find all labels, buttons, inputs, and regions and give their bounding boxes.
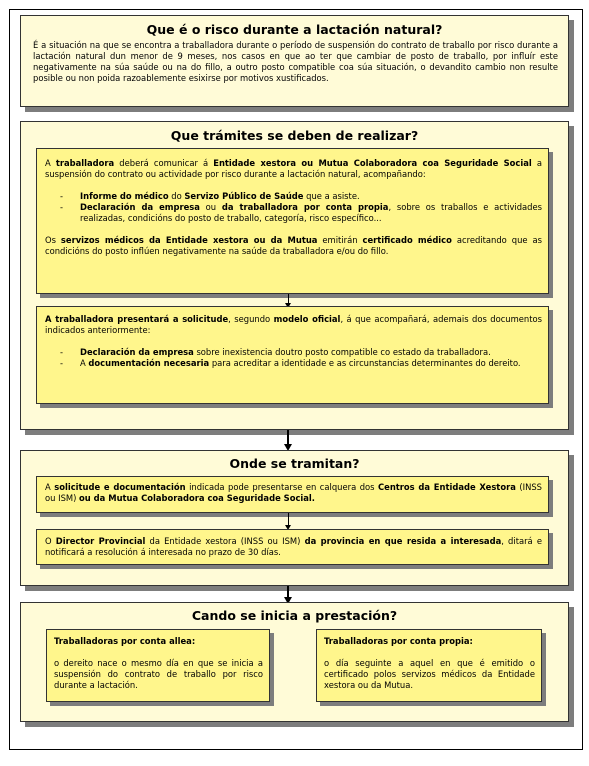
box-heading: Traballadoras por conta propia: bbox=[324, 636, 473, 646]
section-title: Onde se tramitan? bbox=[229, 456, 360, 471]
flow-arrow bbox=[288, 294, 289, 303]
when-box-self-employed bbox=[316, 629, 542, 702]
flow-arrow bbox=[288, 513, 289, 525]
flow-arrow bbox=[287, 430, 289, 444]
box-body: o día seguinte a aquel en que é emitido o certificado polos servizos médicos da Entidade xestora ou da Mutua. bbox=[324, 658, 535, 690]
section-what-is bbox=[20, 15, 569, 107]
procedure-box-application: A traballadora presentará a solicitude, segundo modelo oficial, á que acompañará, ademais dos documentos indicados anteriormente: - Declaración da empresa sobre inexistencia doutro posto compatible co estado da traballadora. - A documentación necesaria para acreditar a identidade e as circunstancias determinantes do dereito. bbox=[36, 306, 549, 404]
section-title: Que é o risco durante a lactación natural? bbox=[146, 22, 443, 37]
section-title: Cando se inicia a prestación? bbox=[191, 608, 398, 623]
where-box-centres: A solicitude e documentación indicada pode presentarse en calquera dos Centros da Entidade Xestora (INSS ou ISM) ou da Mutua Colaboradora coa Seguridade Social. bbox=[36, 476, 549, 513]
where-box-director: O Director Provincial da Entidade xestora (INSS ou ISM) da provincia en que resida a interesada, ditará e notificará a resolución á interesada no prazo de 30 días. bbox=[36, 529, 549, 565]
section-where bbox=[20, 450, 569, 586]
list-item: - Declaración da empresa ou da traballadora por conta propia, sobre os traballos e actividades realizadas, condicións do posto de traballo, categoría, risco específico... bbox=[45, 202, 542, 224]
list-item: - Informe do médico do Servizo Público de Saúde que a asiste. bbox=[45, 191, 542, 202]
list-item: - Declaración da empresa sobre inexistencia doutro posto compatible co estado da traballadora. bbox=[45, 347, 542, 358]
procedure-box-communication: A traballadora deberá comunicar á Entidade xestora ou Mutua Colaboradora coa Seguridade Social a suspensión do contrato ou actividade por risco durante a lactación natural, acompañando: - Informe do médico do Servizo Público de Saúde que a asiste. - Declaración da empresa ou da traballadora por conta propia, sobre os traballos e actividades realizadas, condicións do posto de traballo, categoría, risco específico... Os servizos médicos da Entidade xestora ou da Mutua emitirán certificado médico acreditando que as condicións do posto inflúen negativamente na saúde da traballadora e/ou do fillo. bbox=[36, 148, 549, 294]
section-body: É a situación na que se encontra a traballadora durante o período de suspensión do contrato de traballo por risco durante a lactación natural dun menor de 9 meses, nos casos en que ao ter que cambiar de posto de traballo, por influír este negativamente na súa saúde ou na do fillo, a outro posto compatible coa súa situación, o devandito cambio non resulte posible ou non poida razoablemente esixirse por motivos xustificados. bbox=[33, 40, 558, 83]
flow-arrow bbox=[287, 586, 289, 597]
box-heading: Traballadoras por conta allea: bbox=[54, 636, 196, 646]
list-item: - A documentación necesaria para acreditar a identidade e as circunstancias determinantes do dereito. bbox=[45, 358, 542, 369]
when-box-employed bbox=[46, 629, 270, 702]
box-body: o dereito nace o mesmo día en que se inicia a suspensión do contrato de traballo por risco durante a lactación. bbox=[54, 658, 263, 690]
section-title: Que trámites se deben de realizar? bbox=[170, 128, 419, 143]
